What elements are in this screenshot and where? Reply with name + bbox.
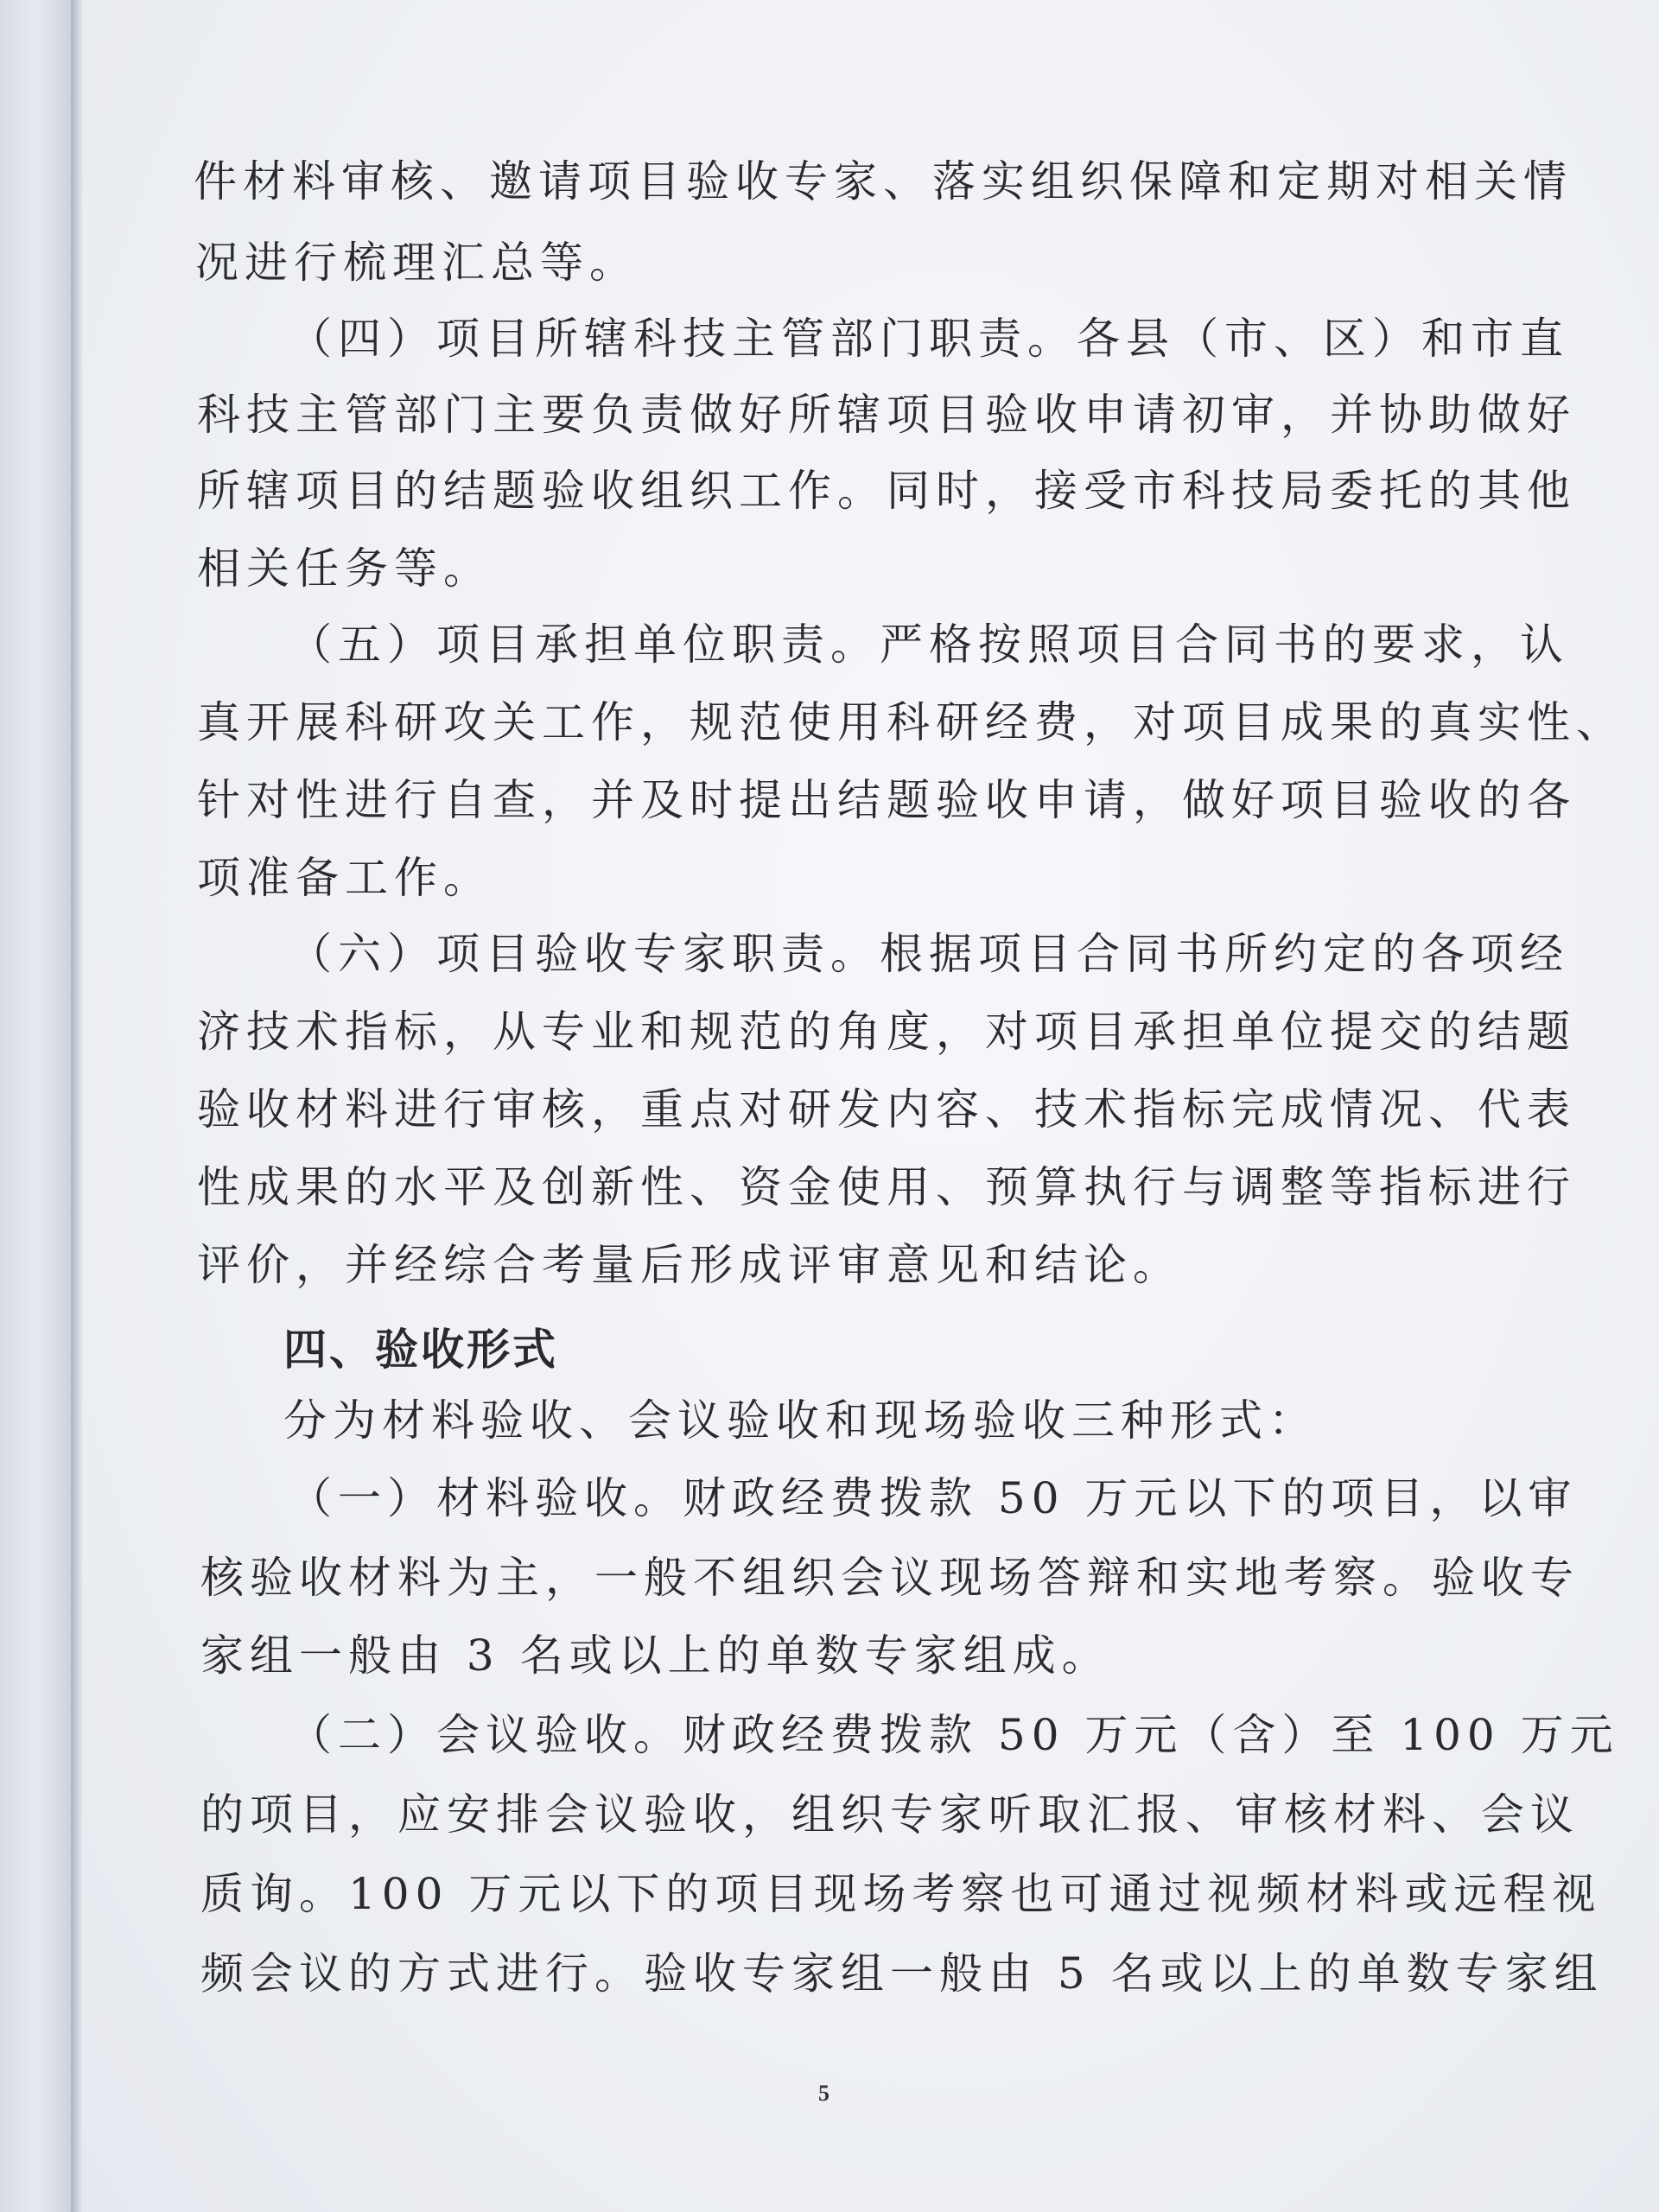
text-line: （六）项目验收专家职责。根据项目合同书所约定的各项经 bbox=[289, 929, 1569, 979]
text-line: 科技主管部门主要负责做好所辖项目验收申请初审，并协助做好 bbox=[197, 390, 1576, 440]
text-line: 的项目，应安排会议验收，组织专家听取汇报、审核材料、会议 bbox=[200, 1789, 1580, 1840]
text-line: 核验收材料为主，一般不组织会议现场答辩和实地考察。验收专 bbox=[200, 1553, 1580, 1603]
text-line: 真开展科研攻关工作，规范使用科研经费，对项目成果的真实性、 bbox=[197, 697, 1625, 747]
text-line: 分为材料验收、会议验收和现场验收三种形式： bbox=[283, 1395, 1318, 1446]
text-line: 相关任务等。 bbox=[197, 543, 493, 594]
text-line: 家组一般由 3 名或以上的单数专家组成。 bbox=[200, 1630, 1111, 1681]
text-line: 项准备工作。 bbox=[197, 853, 493, 903]
text-line: 评价，并经综合考量后形成评审意见和结论。 bbox=[197, 1240, 1182, 1290]
text-line: 济技术指标，从专业和规范的角度，对项目承担单位提交的结题 bbox=[197, 1007, 1576, 1057]
section-heading: 四、验收形式 bbox=[283, 1325, 558, 1375]
text-line: 所辖项目的结题验收组织工作。同时，接受市科技局委托的其他 bbox=[197, 466, 1576, 516]
text-line: 针对性进行自查，并及时提出结题验收申请，做好项目验收的各 bbox=[197, 775, 1576, 825]
text-line: （二）会议验收。财政经费拨款 50 万元（含）至 100 万元 bbox=[289, 1710, 1619, 1760]
page-edge-shadow bbox=[71, 0, 83, 2212]
text-line: 验收材料进行审核，重点对研发内容、技术指标完成情况、代表 bbox=[197, 1084, 1576, 1135]
text-line: 件材料审核、邀请项目验收专家、落实组织保障和定期对相关情 bbox=[194, 156, 1573, 207]
text-line: 质询。100 万元以下的项目现场考察也可通过视频材料或远程视 bbox=[200, 1869, 1602, 1919]
left-page-gutter bbox=[0, 0, 71, 2212]
text-line: （四）项目所辖科技主管部门职责。各县（市、区）和市直 bbox=[289, 314, 1569, 364]
text-line: 性成果的水平及创新性、资金使用、预算执行与调整等指标进行 bbox=[197, 1162, 1576, 1212]
text-line: 况进行梳理汇总等。 bbox=[195, 238, 639, 288]
text-line: （五）项目承担单位职责。严格按照项目合同书的要求，认 bbox=[289, 620, 1569, 670]
page-number: 5 bbox=[818, 2081, 830, 2106]
text-line: 频会议的方式进行。验收专家组一般由 5 名或以上的单数专家组 bbox=[200, 1948, 1604, 1999]
text-line: （一）材料验收。财政经费拨款 50 万元以下的项目，以审 bbox=[289, 1473, 1578, 1523]
